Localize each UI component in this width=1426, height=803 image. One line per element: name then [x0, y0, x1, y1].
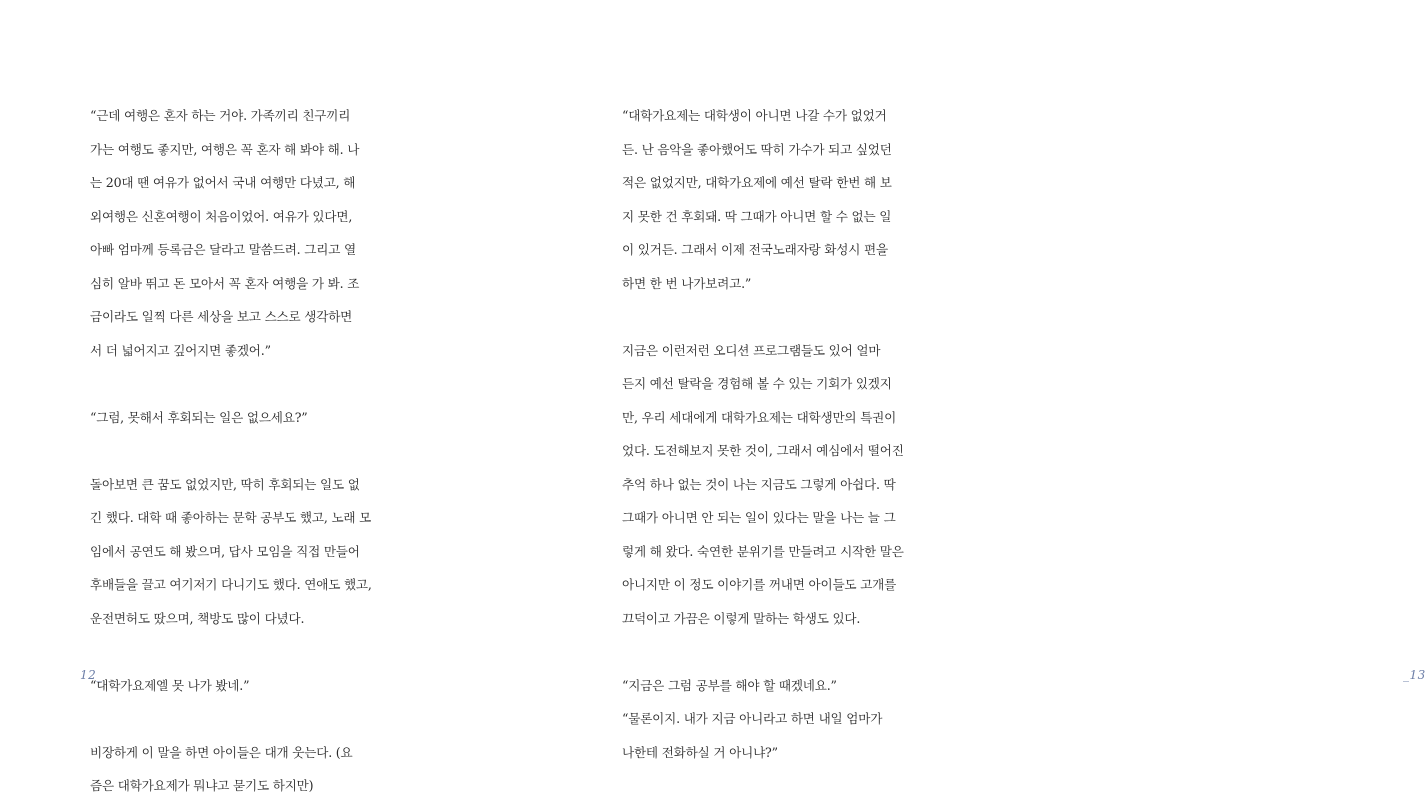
right-page: [500, 0, 1426, 760]
text-line: 즘은 대학가요제가 뭐냐고 묻기도 하지만): [90, 778, 314, 793]
text-line: 아빠 엄마께 등록금은 달라고 말씀드려. 그리고 열: [90, 242, 356, 257]
text-line: 후배들을 끌고 여기저기 다니기도 했다. 연애도 했고,: [90, 577, 372, 592]
text-line: 아니지만 이 정도 이야기를 꺼내면 아이들도 고개를: [622, 577, 897, 592]
text-line: 금이라도 일찍 다른 세상을 보고 스스로 생각하면: [90, 309, 353, 324]
text-line: 는 20대 땐 여유가 없어서 국내 여행만 다녔고, 해: [90, 175, 356, 190]
text-line: 비장하게 이 말을 하면 아이들은 대개 웃는다. (요: [90, 744, 353, 760]
text-line: “물론이지. 내가 지금 아니라고 하면 내일 엄마가: [622, 711, 883, 726]
text-line: “근데 여행은 혼자 하는 거야. 가족끼리 친구끼리: [90, 108, 351, 123]
text-line: 그때가 아니면 안 되는 일이 있다는 말을 나는 늘 그: [622, 510, 896, 525]
text-line: 서 더 넓어지고 깊어지면 좋겠어.”: [90, 342, 271, 358]
text-line: 돌아보면 큰 꿈도 없었지만, 딱히 후회되는 일도 없: [90, 476, 360, 492]
paragraph-gap: [90, 635, 430, 669]
text-line: 긴 했다. 대학 때 좋아하는 문학 공부도 했고, 노래 모: [90, 510, 372, 525]
text-line: 만, 우리 세대에게 대학가요제는 대학생만의 특권이: [622, 409, 897, 425]
text-line: 렇게 해 왔다. 숙연한 분위기를 만들려고 시작한 말은: [622, 543, 904, 559]
text-line: 이 있거든. 그래서 이제 전국노래자랑 화성시 편을: [622, 242, 888, 257]
text-line: 추억 하나 없는 것이 나는 지금도 그렇게 아쉽다. 딱: [622, 476, 896, 492]
paragraph-gap: [622, 635, 972, 669]
text-line: “대학가요제엘 못 나가 봤네.”: [90, 677, 250, 693]
text-line: 었다. 도전해보지 못한 것이, 그래서 예심에서 떨어진: [622, 443, 904, 458]
page-number-left: 12_: [80, 668, 103, 682]
text-line: 하면 한 번 나가보려고.”: [622, 275, 752, 291]
text-line: 가는 여행도 좋지만, 여행은 꼭 혼자 해 봐야 해. 나: [90, 141, 360, 157]
paragraph-gap: [90, 367, 430, 401]
text-line: 지금은 이런저런 오디션 프로그램들도 있어 얼마: [622, 342, 881, 358]
left-page: [0, 0, 500, 793]
text-line: 적은 없었지만, 대학가요제에 예선 탈락 한번 해 보: [622, 175, 892, 190]
paragraph-gap: [90, 434, 430, 468]
text-line: 임에서 공연도 해 봤으며, 답사 모임을 직접 만들어: [90, 543, 360, 559]
text-line: 나한테 전화하실 거 아니냐?”: [622, 744, 778, 760]
paragraph-gap: [622, 300, 972, 334]
page-number-right: _13: [1403, 668, 1426, 682]
text-line: “지금은 그럼 공부를 해야 할 때겠네요.”: [622, 677, 837, 693]
text-line: 외여행은 신혼여행이 처음이었어. 여유가 있다면,: [90, 208, 353, 224]
paragraph-gap: [90, 702, 430, 736]
text-line: 심히 알바 뛰고 돈 모아서 꼭 혼자 여행을 가 봐. 조: [90, 275, 360, 291]
text-line: 운전면허도 땄으며, 책방도 많이 다녔다.: [90, 610, 305, 626]
text-line: 든지 예선 탈락을 경험해 볼 수 있는 기회가 있겠지: [622, 376, 892, 391]
text-line: 지 못한 건 후회돼. 딱 그때가 아니면 할 수 없는 일: [622, 208, 892, 224]
left-page-body: [90, 99, 430, 803]
text-line: “대학가요제는 대학생이 아니면 나갈 수가 없었거: [622, 108, 887, 123]
right-page-body: [622, 99, 972, 769]
text-line: “그럼, 못해서 후회되는 일은 없으세요?”: [90, 409, 308, 425]
text-line: 든. 난 음악을 좋아했어도 딱히 가수가 되고 싶었던: [622, 141, 892, 157]
text-line: 끄덕이고 가끔은 이렇게 말하는 학생도 있다.: [622, 610, 861, 626]
